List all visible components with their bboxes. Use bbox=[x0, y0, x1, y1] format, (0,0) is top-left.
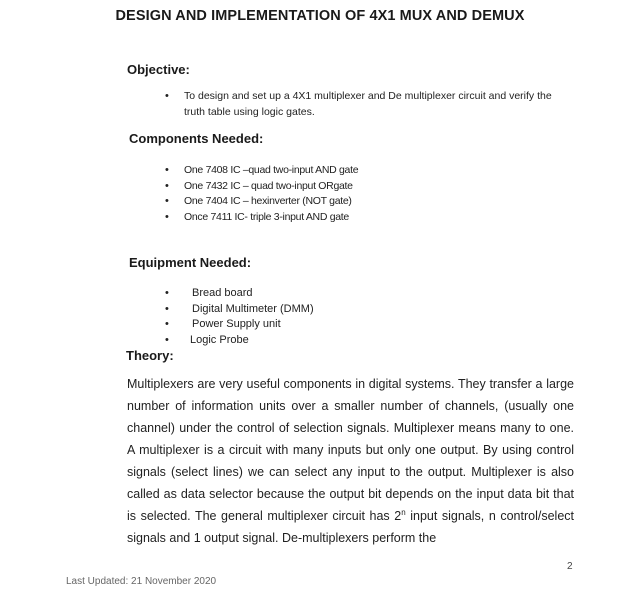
equipment-list bbox=[165, 286, 495, 348]
document-title: DESIGN AND IMPLEMENTATION OF 4X1 MUX AND DEMUX bbox=[115, 8, 525, 24]
list-item: • One 7432 IC – quad two-input ORgate bbox=[165, 179, 495, 195]
page-number: 2 bbox=[567, 561, 573, 572]
list-item: • Once 7411 IC- triple 3-input AND gate bbox=[165, 210, 495, 226]
equipment-heading: Equipment Needed: bbox=[129, 255, 252, 270]
theory-heading: Theory: bbox=[126, 348, 174, 363]
objective-heading: Objective: bbox=[127, 62, 190, 77]
theory-text-part2: input signals, n control/select signals and 1 output signal. De-multiplexers perform the bbox=[127, 509, 574, 545]
objective-list bbox=[165, 88, 575, 120]
list-item: • Digital Multimeter (DMM) bbox=[165, 302, 495, 318]
theory-paragraph bbox=[127, 373, 574, 549]
list-item: • To design and set up a 4X1 multiplexer and De multiplexer circuit and verify the truth table using logic gates. bbox=[165, 88, 575, 120]
list-item: • Logic Probe bbox=[165, 333, 495, 349]
footer-text: Last Updated: 21 November 2020 bbox=[66, 576, 217, 587]
list-item: • Bread board bbox=[165, 286, 495, 302]
list-item: • One 7408 IC –quad two-input AND gate bbox=[165, 163, 495, 179]
components-heading: Components Needed: bbox=[129, 131, 264, 146]
theory-superscript: n bbox=[401, 507, 406, 517]
components-list bbox=[165, 163, 495, 225]
theory-text-part1: Multiplexers are very useful components in digital systems. They transfer a large number of information units over a smaller number of channels, (usually one channel) under the control of selection signals. Multiplexer means many to one. A multiplexer is a circuit with many inputs but only one output. By using control signals (select lines) we can select any input to the output. Multiplexer is also called as data selector because the output bit depends on the input data bit that is selected. The general multiplexer circuit has 2 bbox=[127, 377, 574, 523]
list-item: • Power Supply unit bbox=[165, 317, 495, 333]
list-item: • One 7404 IC – hexinverter (NOT gate) bbox=[165, 194, 495, 210]
